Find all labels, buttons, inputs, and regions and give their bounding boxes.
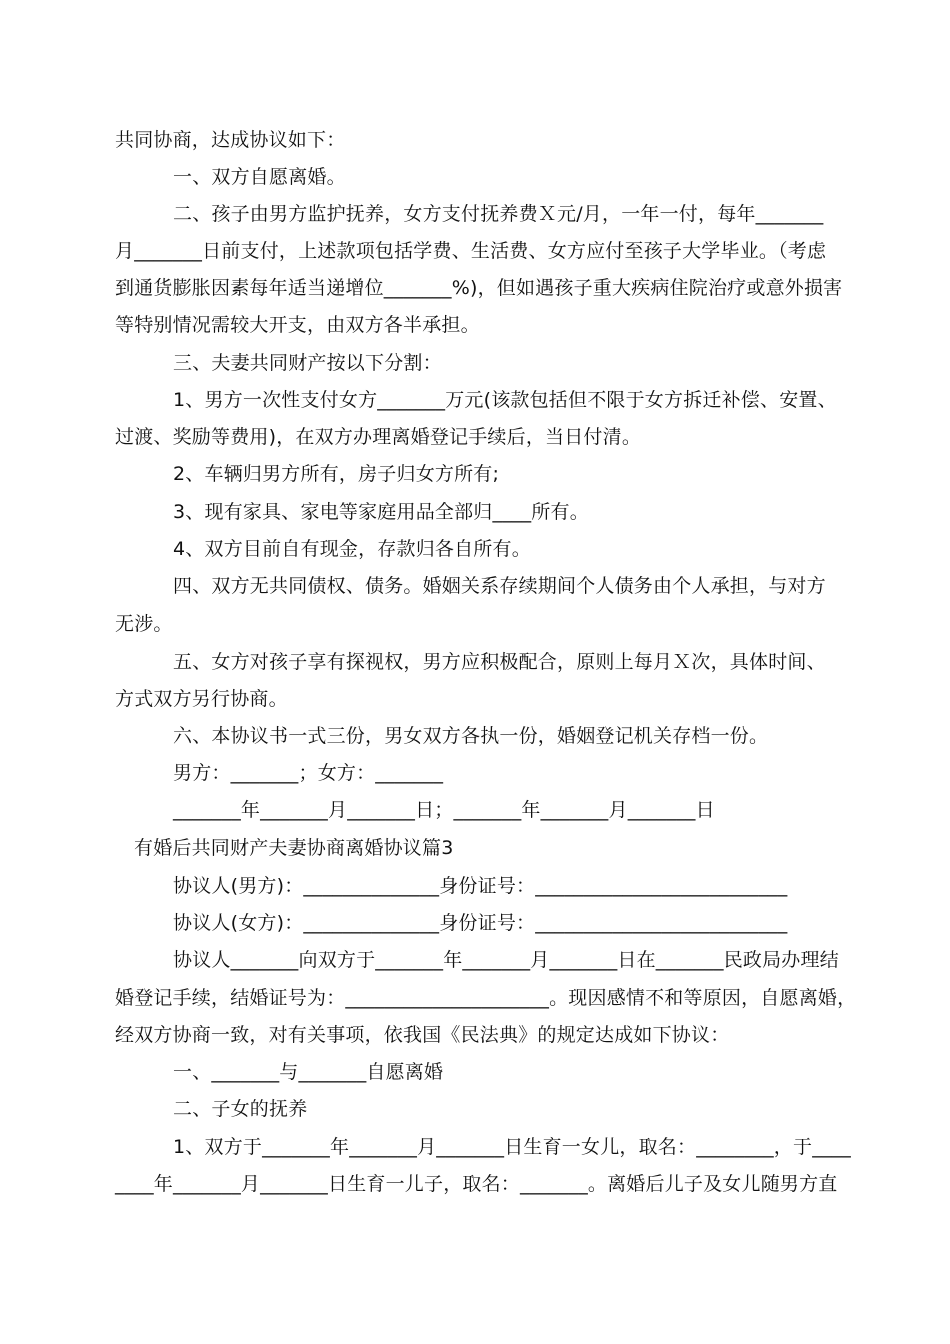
- text-line: 过渡、奖励等费用)，在双方办理离婚登记手续后，当日付清。: [115, 426, 642, 448]
- text-line: 三、夫妻共同财产按以下分割：: [173, 352, 442, 374]
- text-line: _______年_______月_______日；_______年_______月_______日: [173, 799, 715, 821]
- text-line: 4、双方目前自有现金，存款归各自所有。: [173, 538, 531, 560]
- text-line: 到通货膨胀因素每年适当递增位_______%)，但如遇孩子重大疾病住院治疗或意外损害: [115, 277, 843, 299]
- text-line: 六、本协议书一式三份，男女双方各执一份，婚姻登记机关存档一份。: [173, 725, 769, 747]
- text-line: 四、双方无共同债权、债务。婚姻关系存续期间个人债务由个人承担，与对方: [173, 575, 826, 597]
- text-line: 一、_______与_______自愿离婚: [173, 1061, 444, 1083]
- text-line: 等特别情况需较大开支，由双方各半承担。: [115, 314, 480, 336]
- text-line: 婚登记手续，结婚证号为：_____________________。现因感情不和等原因，自愿离婚，: [115, 987, 857, 1009]
- text-line: 方式双方另行协商。: [115, 688, 288, 710]
- text-line: 男方：_______；女方：_______: [173, 762, 444, 784]
- text-line: 协议人(女方)：______________身份证号：__________________________: [173, 912, 788, 934]
- text-line: 五、女方对孩子享有探视权，男方应积极配合，原则上每月Ｘ次，具体时间、: [173, 651, 826, 673]
- text-line: 2、车辆归男方所有，房子归女方所有;: [173, 463, 500, 485]
- text-line: 二、孩子由男方监护抚养，女方支付抚养费Ｘ元/月，一年一付，每年_______: [173, 203, 824, 225]
- text-line: 协议人_______向双方于_______年_______月_______日在_______民政局办理结: [173, 949, 839, 971]
- text-line: 二、子女的抚养: [173, 1098, 308, 1120]
- text-line: 无涉。: [115, 613, 173, 635]
- text-line: 月_______日前支付，上述款项包括学费、生活费、女方应付至孩子大学毕业。（考虑: [115, 240, 827, 262]
- text-line: 共同协商，达成协议如下：: [115, 129, 346, 151]
- text-line: 3、现有家具、家电等家庭用品全部归____所有。: [173, 501, 589, 523]
- text-line: 协议人(男方)：______________身份证号：__________________________: [173, 875, 788, 897]
- text-line: 1、男方一次性支付女方_______万元(该款包括但不限于女方拆迁补偿、安置、: [173, 389, 837, 411]
- section-title: 有婚后共同财产夫妻协商离婚协议篇3: [134, 837, 454, 859]
- text-line: 经双方协商一致，对有关事项，依我国《民法典》的规定达成如下协议：: [115, 1024, 730, 1046]
- text-line: ____年_______月_______日生育一儿子，取名：_______。离婚后儿子及女儿随男方直: [115, 1173, 838, 1195]
- text-line: 1、双方于_______年_______月_______日生育一女儿，取名：________，于____: [173, 1136, 851, 1158]
- text-line: 一、双方自愿离婚。: [173, 166, 346, 188]
